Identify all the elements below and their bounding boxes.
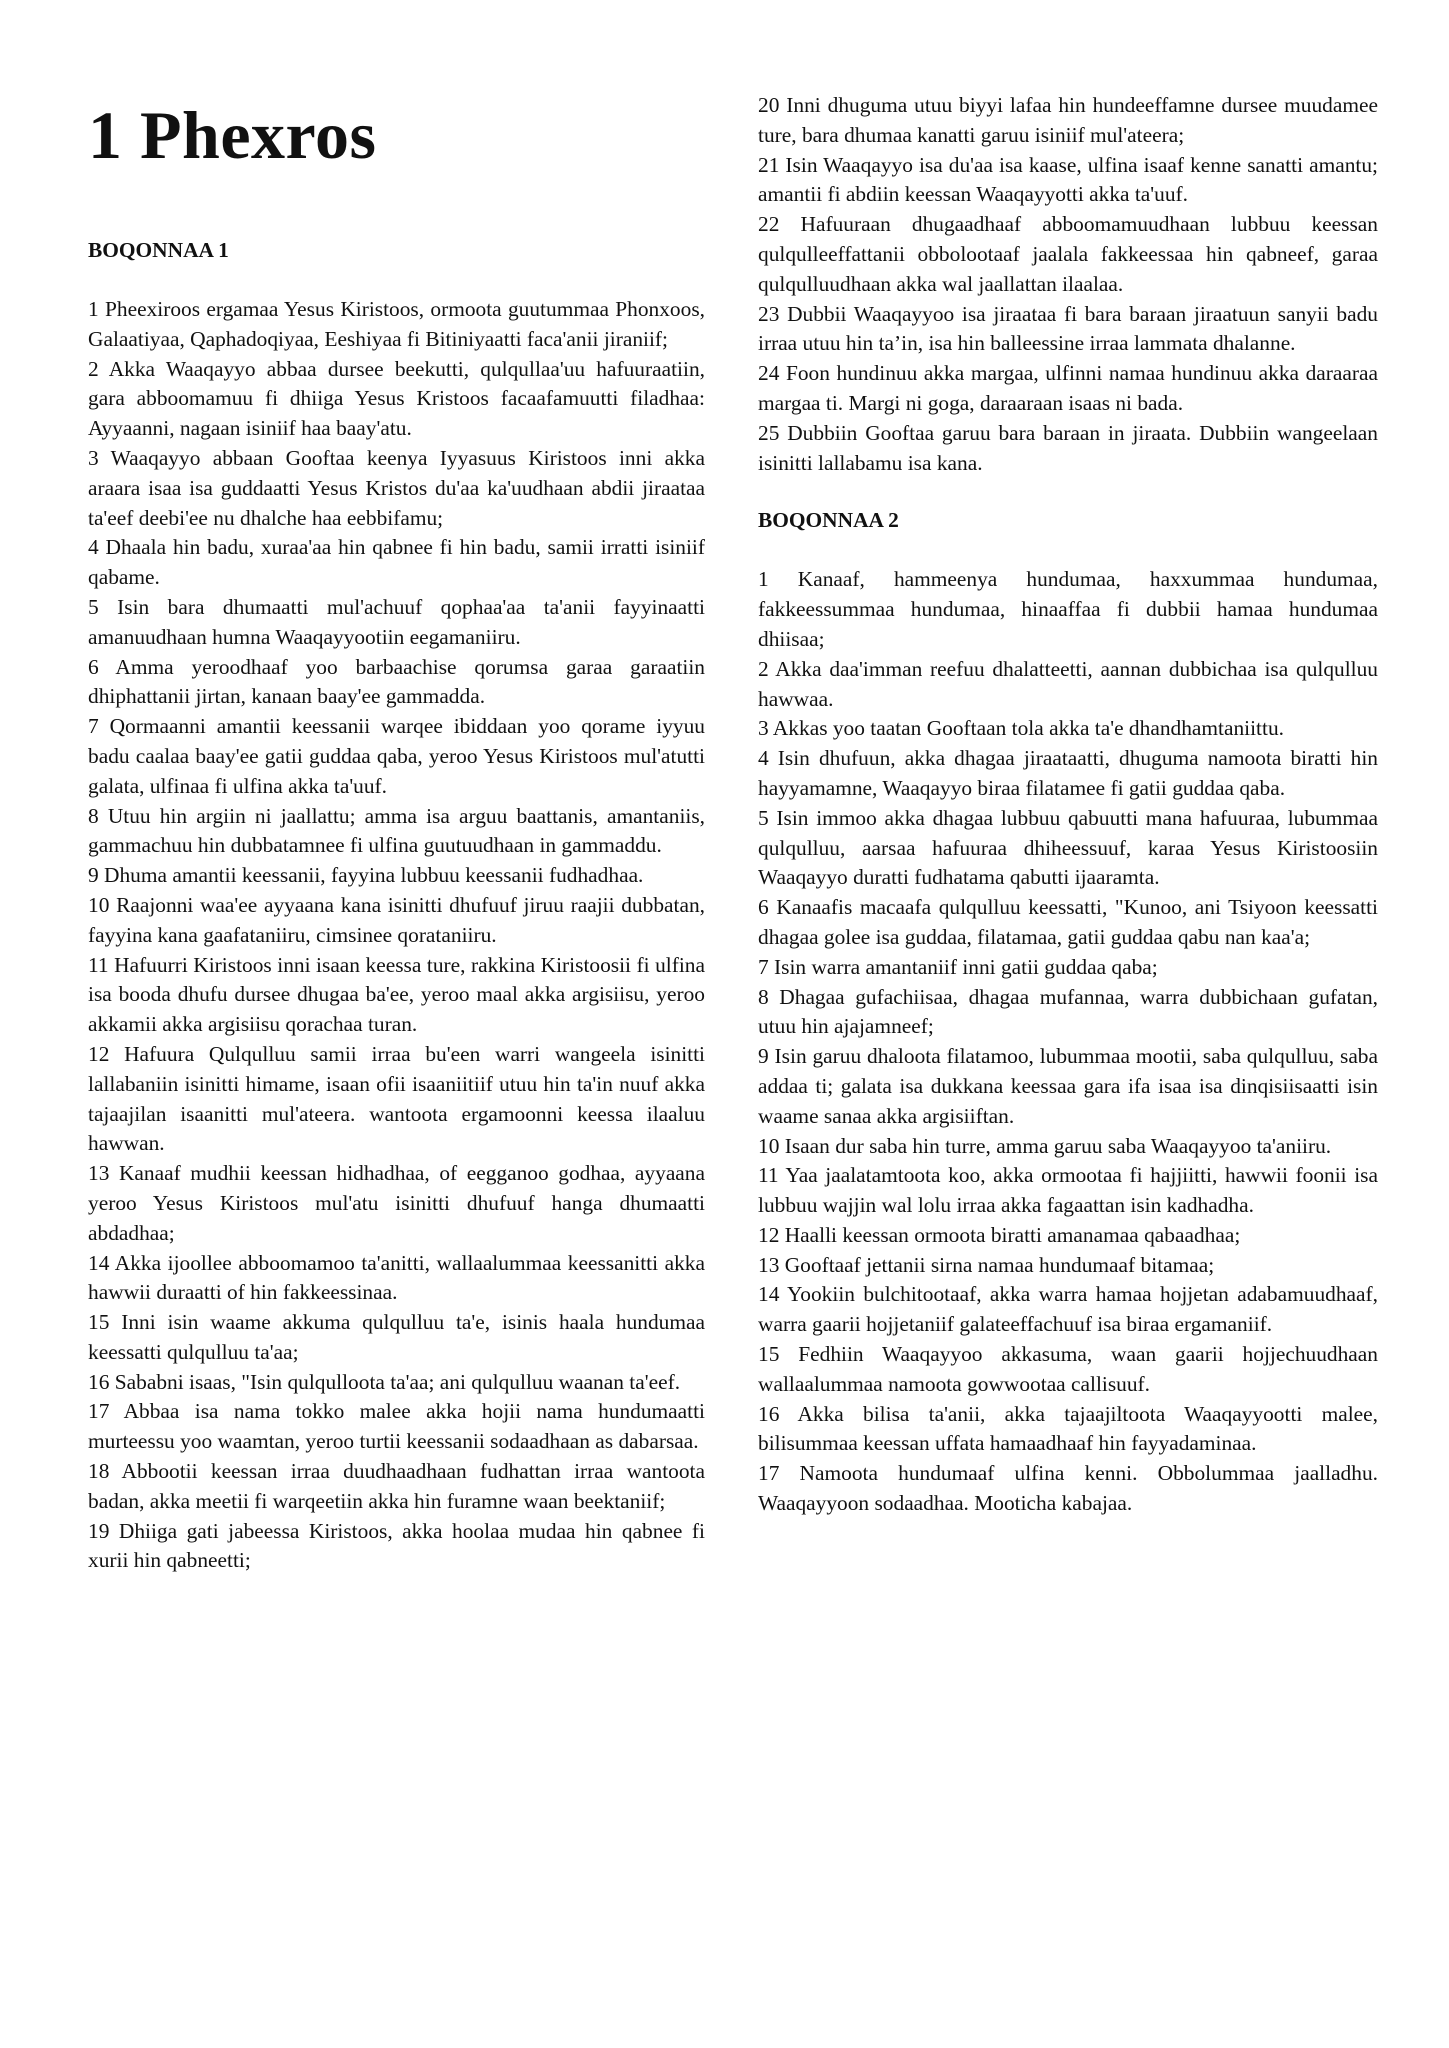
verse: 13 Gooftaaf jettanii sirna namaa hundumaaf bitamaa; <box>758 1252 1215 1277</box>
verse: 5 Isin bara dhumaatti mul'achuuf qophaa'aa ta'anii fayyinaatti amanuudhaan humna Waaqayyootiin eegamaniiru. <box>88 594 705 649</box>
verse: 21 Isin Waaqayyo isa du'aa isa kaase, ulfina isaaf kenne sanatti amantu; amantii fi abdiin keessan Waaqayyotti akka ta'uuf. <box>758 152 1378 207</box>
verse: 24 Foon hundinuu akka margaa, ulfinni namaa hundinuu akka daraaraa margaa ti. Margi ni goga, daraaraan isaas ni bada. <box>758 361 1378 415</box>
verse: 22 Hafuuraan dhugaadhaaf abboomamuudhaan lubbuu keessan qulqulleeffattanii obbolootaaf jaalala fakkeessaa hin qabneef, garaa qulqulluudhaan akka wal jaallattan ilaalaa. <box>758 212 1378 296</box>
verse: 6 Kanaafis macaafa qulqulluu keessatti, "Kunoo, ani Tsiyoon keessatti dhagaa golee isa guddaa, filatamaa, gatii guddaa qabu nan kaa'a; <box>758 895 1378 949</box>
chapter-1-heading: BOQONNAA 1 <box>88 238 229 262</box>
verse: 13 Kanaaf mudhii keessan hidhadhaa, of eegganoo godhaa, ayyaana yeroo Yesus Kiristoos mul'atu isinitti dhufuuf hanga dhumaatti abdadhaa; <box>88 1161 705 1245</box>
verse: 12 Hafuura Qulqulluu samii irraa bu'een warri wangeela isinitti lallabaniin isinitti himame, isaan ofii isaaniitiif utuu hin ta'in nuuf akka tajaajilan isaanitti mul'ateera. wantoota ergamoonni keessa ilaaluu hawwan. <box>88 1041 705 1156</box>
verse: 23 Dubbii Waaqayyoo isa jiraataa fi bara baraan jiraatuun sanyii badu irraa utuu hin ta’in, isa hin balleessine irraa lammata dhalanne. <box>758 301 1378 356</box>
verse: 8 Utuu hin argiin ni jaallattu; amma isa arguu baattanis, amantaniis, gammachuu hin dubbatamnee fi ulfina guutuudhaan in gammaddu. <box>88 803 705 858</box>
verse: 16 Akka bilisa ta'anii, akka tajaajiltoota Waaqayyootti malee, bilisummaa keessan uffata hamaadhaaf hin fayyadaminaa. <box>758 1401 1378 1456</box>
chapter-2-heading: BOQONNAA 2 <box>758 508 899 533</box>
verse: 17 Namoota hundumaaf ulfina kenni. Obbolummaa jaalladhu. Waaqayyoon sodaadhaa. Mooticha kabajaa. <box>758 1461 1378 1516</box>
verse: 9 Dhuma amantii keessanii, fayyina lubbuu keessanii fudhadhaa. <box>88 863 644 888</box>
verse: 10 Isaan dur saba hin turre, amma garuu saba Waaqayyoo ta'aniiru. <box>758 1133 1332 1158</box>
verse: 9 Isin garuu dhaloota filatamoo, lubummaa mootii, saba qulqulluu, saba addaa ti; galata isa dukkana keessaa gara ifa isaa isa dinqisiisaatti isin waame sanaa akka argisiiftan. <box>758 1044 1378 1128</box>
verse: 15 Fedhiin Waaqayyoo akkasuma, waan gaarii hojjechuudhaan wallaalummaa namoota gowwootaa callisuuf. <box>758 1342 1378 1396</box>
verse: 14 Akka ijoollee abboomamoo ta'anitti, wallaalummaa keessanitti akka hawwii duraatti of hin fakkeessinaa. <box>88 1250 705 1305</box>
verse: 4 Dhaala hin badu, xuraa'aa hin qabnee fi hin badu, samii irratti isiniif qabame. <box>88 535 705 590</box>
verse: 1 Pheexiroos ergamaa Yesus Kiristoos, ormoota guutummaa Phonxoos, Galaatiyaa, Qaphadoqiyaa, Eeshiyaa fi Bitiniyaatti faca'anii jiraniif; <box>88 297 705 351</box>
verse: 2 Akka Waaqayyo abbaa dursee beekutti, qulqullaa'uu hafuuraatiin, gara abboomamuu fi dhiiga Yesus Kristoos facaafamuutti filadhaa: Ayyaanni, nagaan isiniif haa baay'atu. <box>88 356 705 441</box>
verse: 3 Akkas yoo taatan Gooftaan tola akka ta'e dhandhamtaniittu. <box>758 716 1284 741</box>
book-title: 1 Phexros <box>88 97 377 173</box>
verse: 7 Isin warra amantaniif inni gatii guddaa qaba; <box>758 954 1158 979</box>
verse: 15 Inni isin waame akkuma qulqulluu ta'e, isinis haala hundumaa keessatti qulqulluu ta'aa; <box>88 1310 705 1364</box>
verse: 6 Amma yeroodhaaf yoo barbaachise qorumsa garaa garaatiin dhiphattanii jirtan, kanaan baay'ee gammadda. <box>88 654 705 709</box>
left-column <box>88 0 705 1576</box>
verse: 14 Yookiin bulchitootaaf, akka warra hamaa hojjetan adabamuudhaaf, warra gaarii hojjetaniif galateeffachuuf isa biraa ergamaniif. <box>758 1282 1378 1337</box>
verse: 11 Yaa jaalatamtoota koo, akka ormootaa fi hajjiitti, hawwii foonii isa lubbuu wajjin wal lolu irraa akka fagaattan isin kadhadha. <box>758 1163 1378 1218</box>
verse: 3 Waaqayyo abbaan Gooftaa keenya Iyyasuus Kiristoos inni akka araara isaa isa guddaatti Yesus Kristos du'aa ka'uudhaan abdii jiraataa ta'eef deebi'ee nu dhalche haa eebbifamu; <box>88 445 705 530</box>
verse: 11 Hafuurri Kiristoos inni isaan keessa ture, rakkina Kiristoosii fi ulfina isa booda dhufu dursee dhugaa ba'ee, yeroo maal akka argisiisu, yeroo akkamii akka argisiisu qorachaa turan. <box>88 952 705 1037</box>
verse: 25 Dubbiin Gooftaa garuu bara baraan in jiraata. Dubbiin wangeelaan isinitti lallabamu isa kana. <box>758 420 1378 475</box>
verse: 4 Isin dhufuun, akka dhagaa jiraataatti, dhuguma namoota biratti hin hayyamamne, Waaqayyo biraa filatamee fi gatii guddaa qaba. <box>758 746 1378 800</box>
chapter-2-verses <box>758 565 1378 1519</box>
verse: 7 Qormaanni amantii keessanii warqee ibiddaan yoo qorame iyyuu badu caalaa baay'ee gatii guddaa qaba, yeroo Yesus Kiristoos mul'atutti galata, ulfinaa fi ulfina akka ta'uuf. <box>88 714 705 798</box>
verse: 5 Isin immoo akka dhagaa lubbuu qabuutti mana hafuuraa, lubummaa qulqulluu, aarsaa hafuuraa dhiheessuuf, karaa Yesus Kiristoosiin Waaqayyo duratti fudhatama qabutti ijaaramta. <box>758 805 1378 890</box>
verse: 2 Akka daa'imman reefuu dhalatteetti, aannan dubbichaa isa qulqulluu hawwaa. <box>758 656 1378 711</box>
verse: 1 Kanaaf, hammeenya hundumaa, haxxummaa hundumaa, fakkeessummaa hundumaa, hinaaffaa fi dubbii hamaa hundumaa dhiisaa; <box>758 567 1378 651</box>
verse: 17 Abbaa isa nama tokko malee akka hojii nama hundumaatti murteessu yoo waamtan, yeroo turtii keessanii sodaadhaan as dabarsaa. <box>88 1399 705 1454</box>
chapter-1-verses-part-2 <box>758 91 1378 478</box>
verse: 12 Haalli keessan ormoota biratti amanamaa qabaadhaa; <box>758 1222 1241 1247</box>
right-column <box>758 91 1378 1519</box>
verse: 19 Dhiiga gati jabeessa Kiristoos, akka hoolaa mudaa hin qabnee fi xurii hin qabneetti; <box>88 1518 705 1573</box>
verse: 16 Sababni isaas, "Isin qulqulloota ta'aa; ani qulqulluu waanan ta'eef. <box>88 1369 681 1394</box>
chapter-1-verses-part-1 <box>88 295 705 1576</box>
verse: 18 Abbootii keessan irraa duudhaadhaan fudhattan irraa wantoota badan, akka meetii fi warqeetiin akka hin furamne waan beektaniif; <box>88 1459 705 1513</box>
verse: 20 Inni dhuguma utuu biyyi lafaa hin hundeeffamne dursee muudamee ture, bara dhumaa kanatti garuu isiniif mul'ateera; <box>758 93 1378 147</box>
verse: 8 Dhagaa gufachiisaa, dhagaa mufannaa, warra dubbichaan gufatan, utuu hin ajajamneef; <box>758 984 1378 1039</box>
verse: 10 Raajonni waa'ee ayyaana kana isinitti dhufuuf jiruu raajii dubbatan, fayyina kana gaafataniiru, cimsinee qorataniiru. <box>88 892 705 947</box>
